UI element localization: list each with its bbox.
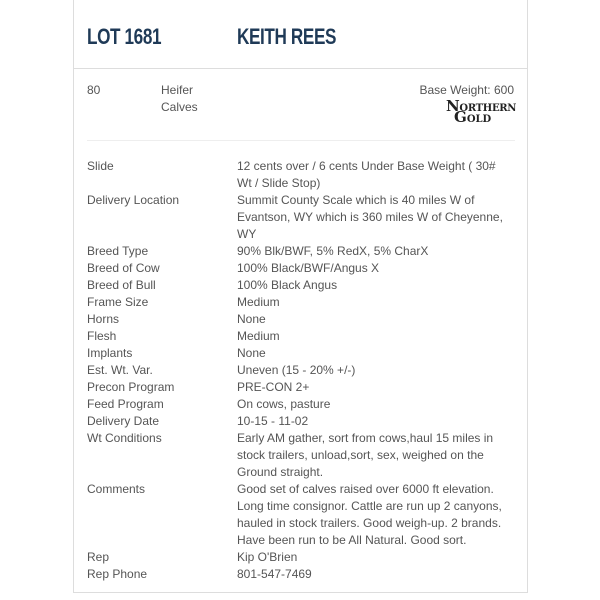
detail-value: Medium [237,329,280,343]
detail-row [87,311,517,328]
head-count: 80 [87,83,101,97]
detail-value: Good set of calves raised over 6000 ft elevation. Long time consignor. Cattle are run up 2 canyons, hauled in stock trailers. Good weigh-up. 2 brands. Have been run to be All Natural. Good sort. [237,482,502,547]
detail-row [87,413,517,430]
detail-label: Feed Program [87,397,164,411]
detail-row [87,430,517,481]
detail-value: None [237,346,266,360]
detail-label: Implants [87,346,133,360]
detail-row [87,294,517,311]
detail-label: Breed of Bull [87,278,156,292]
detail-value: 100% Black Angus [237,278,338,292]
detail-value: 90% Blk/BWF, 5% RedX, 5% CharX [237,244,429,258]
detail-row [87,328,517,345]
detail-row [87,277,517,294]
detail-label: Horns [87,312,120,326]
detail-value: PRE-CON 2+ [237,380,310,394]
detail-value: Summit County Scale which is 40 miles W of Evantson, WY which is 360 miles W of Cheyenne, WY [237,193,503,241]
detail-row [87,192,517,243]
detail-value: Uneven (15 - 20% +/-) [237,363,356,377]
detail-value: Medium [237,295,280,309]
detail-label: Rep [87,550,110,564]
lot-header [74,0,527,69]
detail-label: Flesh [87,329,117,343]
detail-row [87,158,517,192]
detail-value: 12 cents over / 6 cents Under Base Weight ( 30# Wt / Slide Stop) [237,159,496,190]
detail-label: Wt Conditions [87,431,162,445]
detail-label: Est. Wt. Var. [87,363,153,377]
detail-row [87,566,517,583]
detail-value: 801-547-7469 [237,567,312,581]
detail-label: Comments [87,482,146,496]
detail-label: Rep Phone [87,567,148,581]
northern-gold-logo: NORTHERN GOLD [446,97,517,126]
detail-row [87,362,517,379]
consignor-name: KEITH REES [237,24,337,49]
detail-row [87,379,517,396]
detail-row [87,243,517,260]
detail-label: Frame Size [87,295,149,309]
detail-row [87,396,517,413]
divider [87,140,515,141]
lot-number: LOT 1681 [87,24,162,49]
detail-row [87,481,517,549]
detail-label: Delivery Location [87,193,180,207]
detail-label: Breed of Cow [87,261,160,275]
detail-label: Slide [87,159,114,173]
base-weight: Base Weight: 600 [419,83,514,97]
detail-label: Precon Program [87,380,175,394]
detail-value: Kip O'Brien [237,550,298,564]
detail-value: 10-15 - 11-02 [237,414,309,428]
detail-value: 100% Black/BWF/Angus X [237,261,380,275]
lot-card [73,0,528,593]
detail-row [87,345,517,362]
cattle-type-line1: Heifer [161,83,194,97]
detail-row [87,260,517,277]
detail-row [87,549,517,566]
detail-label: Delivery Date [87,414,160,428]
detail-label: Breed Type [87,244,149,258]
detail-value: None [237,312,266,326]
detail-value: On cows, pasture [237,397,331,411]
lot-details [87,158,517,583]
detail-value: Early AM gather, sort from cows,haul 15 miles in stock trailers, unload,sort, sex, weighed on the Ground straight. [237,431,494,479]
cattle-type-line2: Calves [161,100,198,114]
